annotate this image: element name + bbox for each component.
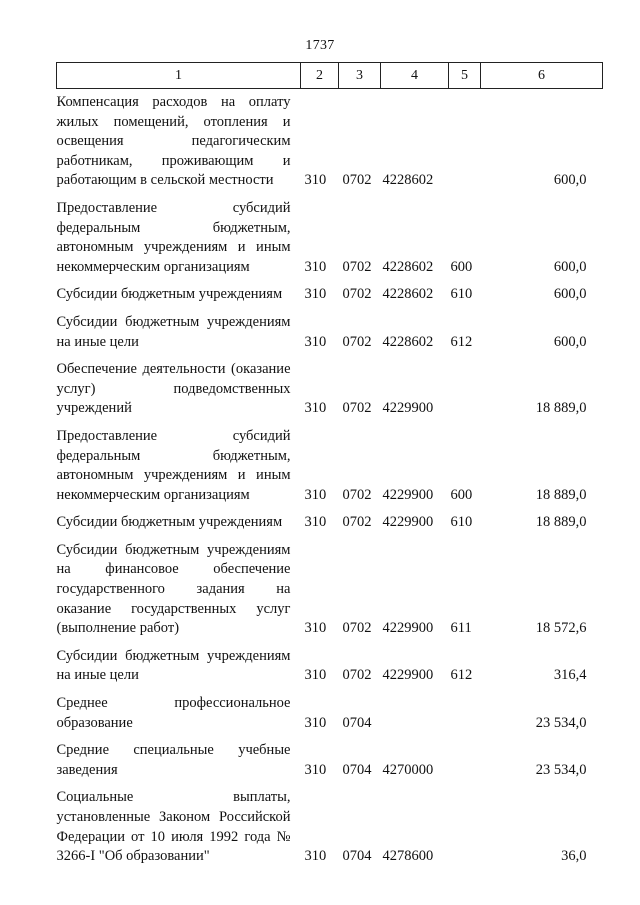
table-row (57, 285, 603, 313)
row-amount: 23 534,0 (535, 714, 587, 731)
row-expense-type: 600 (450, 486, 473, 503)
row-name: Субсидии бюджетным учреждениям на иные цели (56, 647, 291, 684)
table-header-row (57, 63, 603, 89)
row-target-code: 4228602 (382, 286, 434, 303)
row-ministry-code: 310 (304, 400, 327, 417)
row-target-code: 4229900 (382, 620, 434, 637)
row-ministry-code: 310 (304, 514, 327, 531)
table-row (57, 89, 603, 199)
row-amount: 600,0 (553, 286, 587, 303)
row-name: Предоставление субсидий федеральным бюджетным, автономным учреждениям и иным некоммерческим организациям (56, 427, 291, 503)
row-amount: 600,0 (553, 172, 587, 189)
row-ministry-code: 310 (304, 848, 327, 865)
row-name: Средние специальные учебные заведения (56, 742, 291, 778)
row-section-code: 0702 (342, 172, 372, 189)
row-target-code: 4270000 (382, 761, 434, 778)
page-number: 1737 (305, 38, 335, 53)
row-expense-type (449, 741, 481, 788)
table-row (57, 313, 603, 360)
row-section-code: 0702 (342, 620, 372, 637)
budget-table (56, 62, 603, 875)
row-section-code: 0702 (342, 258, 372, 275)
row-amount: 23 534,0 (535, 761, 587, 778)
row-ministry-code: 310 (304, 486, 327, 503)
row-expense-type: 612 (450, 333, 473, 350)
row-expense-type: 610 (450, 286, 473, 303)
row-ministry-code: 310 (304, 333, 327, 350)
header-cell: 2 (301, 63, 339, 89)
row-target-code: 4228602 (382, 172, 434, 189)
row-name: Субсидии бюджетным учреждениям на иные цели (56, 313, 291, 350)
row-name: Среднее профессиональное образование (56, 695, 291, 731)
row-section-code: 0704 (342, 714, 372, 731)
row-target-code: 4229900 (382, 400, 434, 417)
row-name: Обеспечение деятельности (оказание услуг) подведомственных учреждений (56, 361, 291, 417)
row-target-code: 4229900 (382, 486, 434, 503)
header-cell: 5 (449, 63, 481, 89)
row-ministry-code: 310 (304, 667, 327, 684)
row-target-code: 4228602 (382, 333, 434, 350)
row-name: Субсидии бюджетным учреждениям (56, 286, 283, 303)
row-amount: 18 889,0 (535, 486, 587, 503)
header-cell: 1 (57, 63, 301, 89)
row-target-code (381, 694, 449, 741)
row-amount: 18 889,0 (535, 514, 587, 531)
row-expense-type: 610 (450, 514, 473, 531)
row-section-code: 0702 (342, 400, 372, 417)
row-expense-type (449, 89, 481, 199)
row-expense-type (449, 360, 481, 427)
row-ministry-code: 310 (304, 714, 327, 731)
row-expense-type (449, 788, 481, 874)
row-amount: 600,0 (553, 333, 587, 350)
row-target-code: 4229900 (382, 514, 434, 531)
table-row (57, 694, 603, 741)
table-row (57, 647, 603, 694)
row-ministry-code: 310 (304, 258, 327, 275)
row-ministry-code: 310 (304, 286, 327, 303)
table-row (57, 199, 603, 285)
row-amount: 36,0 (561, 848, 587, 865)
row-name: Социальные выплаты, установленные Законом Российской Федерации от 10 июля 1992 года № 3266-I "Об образовании" (56, 789, 291, 865)
row-target-code: 4229900 (382, 667, 434, 684)
row-name: Субсидии бюджетным учреждениям (56, 514, 283, 531)
row-expense-type: 600 (450, 258, 473, 275)
header-cell: 4 (381, 63, 449, 89)
row-target-code: 4278600 (382, 848, 434, 865)
row-amount: 18 572,6 (535, 620, 587, 637)
header-cell: 3 (339, 63, 381, 89)
row-section-code: 0702 (342, 333, 372, 350)
row-name: Субсидии бюджетным учреждениям на финансовое обеспечение государственного задания на оказание государственных услуг (выполнение работ) (56, 541, 291, 637)
row-target-code: 4228602 (382, 258, 434, 275)
table-row (57, 541, 603, 647)
row-name: Предоставление субсидий федеральным бюджетным, автономным учреждениям и иным некоммерческим организациям (56, 199, 291, 275)
row-amount: 600,0 (553, 258, 587, 275)
row-section-code: 0704 (342, 761, 372, 778)
row-section-code: 0704 (342, 848, 372, 865)
row-section-code: 0702 (342, 486, 372, 503)
row-ministry-code: 310 (304, 172, 327, 189)
row-amount: 18 889,0 (535, 400, 587, 417)
table-row (57, 741, 603, 788)
row-ministry-code: 310 (304, 761, 327, 778)
table-row (57, 788, 603, 874)
row-expense-type: 612 (450, 667, 473, 684)
row-ministry-code: 310 (304, 620, 327, 637)
row-expense-type: 611 (450, 620, 472, 637)
row-amount: 316,4 (553, 667, 587, 684)
table-row (57, 513, 603, 541)
row-name: Компенсация расходов на оплату жилых помещений, отопления и освещения педагогическим работникам, проживающим и работающим в сельской местности (56, 94, 291, 189)
header-cell: 6 (481, 63, 603, 89)
row-section-code: 0702 (342, 667, 372, 684)
row-section-code: 0702 (342, 514, 372, 531)
table-row (57, 360, 603, 427)
row-expense-type (449, 694, 481, 741)
row-section-code: 0702 (342, 286, 372, 303)
table-row (57, 427, 603, 513)
